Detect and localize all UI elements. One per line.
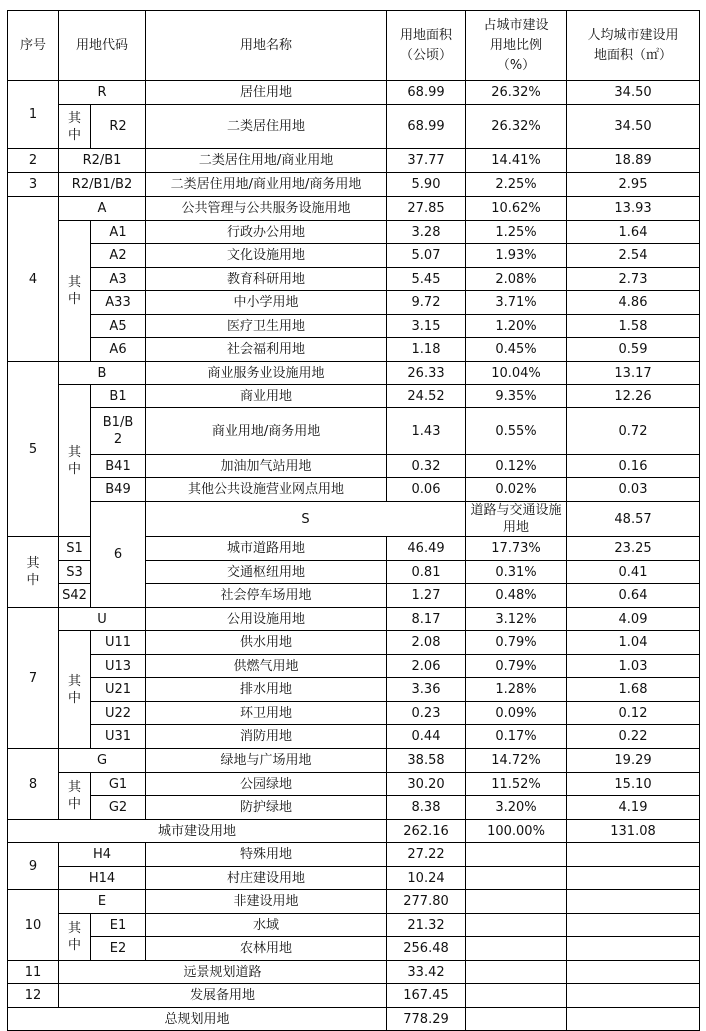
table-row <box>8 502 700 537</box>
code-cell: B49 <box>91 478 146 502</box>
area-cell: 0.81 <box>387 561 466 584</box>
name-cell: 二类居住用地/商业用地 <box>146 149 387 173</box>
seq-cell: 4 <box>8 197 59 362</box>
qizhong-cell <box>59 221 91 362</box>
area-cell: 5.90 <box>387 173 466 197</box>
area-cell: 1.18 <box>387 338 466 362</box>
percap-cell: 13.17 <box>567 362 700 385</box>
name-cell: 绿地与广场用地 <box>146 749 387 773</box>
qizhong-char: 中 <box>67 292 81 307</box>
table-row <box>8 338 700 362</box>
code-cell: A33 <box>91 291 146 315</box>
code-cell: S3 <box>59 561 91 584</box>
seq-cell: 7 <box>8 608 59 749</box>
percap-cell: 2.95 <box>567 173 700 197</box>
qizhong-char: 中 <box>67 797 81 812</box>
table-row <box>8 914 700 937</box>
area-cell: 778.29 <box>387 1008 466 1031</box>
ratio-cell: 14.41% <box>466 149 567 173</box>
code-cell: B1 <box>91 385 146 408</box>
area-cell: 2.08 <box>387 631 466 655</box>
name-cell: 远景规划道路 <box>59 961 387 984</box>
qizhong-cell <box>59 773 91 820</box>
code-cell: A <box>59 197 146 221</box>
total-label: 总规划用地 <box>8 1008 387 1031</box>
header-area <box>387 11 466 81</box>
table-row <box>8 197 700 221</box>
percap-cell <box>567 867 700 890</box>
ratio-cell <box>466 867 567 890</box>
table-row <box>8 678 700 702</box>
table-row <box>8 937 700 961</box>
code-cell: E1 <box>91 914 146 937</box>
area-cell: 27.22 <box>387 843 466 867</box>
percap-cell: 34.50 <box>567 81 700 105</box>
total-row <box>8 1008 700 1031</box>
ratio-cell <box>466 984 567 1008</box>
code-cell: B <box>59 362 146 385</box>
percap-cell <box>567 961 700 984</box>
qizhong-char: 中 <box>67 461 81 477</box>
percap-cell: 0.16 <box>567 455 700 478</box>
area-cell: 48.57 <box>567 502 700 537</box>
area-cell: 46.49 <box>387 537 466 561</box>
table-row <box>8 631 700 655</box>
percap-cell: 34.50 <box>567 105 700 149</box>
table-row <box>8 385 700 408</box>
name-cell: 二类居住用地/商业用地/商务用地 <box>146 173 387 197</box>
ratio-cell: 0.17% <box>466 725 567 749</box>
percap-cell: 4.19 <box>567 796 700 820</box>
table-row <box>8 867 700 890</box>
name-cell: 发展备用地 <box>59 984 387 1008</box>
land-use-balance-table <box>7 10 700 1031</box>
area-cell: 262.16 <box>387 820 466 843</box>
percap-cell <box>567 843 700 867</box>
name-cell: 文化设施用地 <box>146 244 387 268</box>
area-cell: 26.33 <box>387 362 466 385</box>
area-cell: 3.28 <box>387 221 466 244</box>
header-seq-text: 序号 <box>19 37 46 53</box>
qizhong-char: 中 <box>67 127 81 143</box>
ratio-cell: 10.04% <box>466 362 567 385</box>
qizhong-char: 中 <box>67 938 81 953</box>
percap-cell: 23.25 <box>567 537 700 561</box>
header-code-text: 用地代码 <box>76 37 129 53</box>
area-cell: 21.32 <box>387 914 466 937</box>
percap-cell: 0.03 <box>567 478 700 502</box>
percap-cell: 1.58 <box>567 315 700 338</box>
table-row <box>8 149 700 173</box>
ratio-cell: 10.62% <box>466 197 567 221</box>
area-cell: 24.52 <box>387 385 466 408</box>
name-cell: 特殊用地 <box>146 843 387 867</box>
name-cell: 防护绿地 <box>146 796 387 820</box>
area-cell: 2.06 <box>387 655 466 678</box>
area-cell: 1.27 <box>387 584 466 608</box>
table-row <box>8 291 700 315</box>
qizhong-char: 中 <box>67 690 81 706</box>
code-line: 2 <box>113 432 123 447</box>
code-cell <box>91 408 146 455</box>
area-cell: 37.77 <box>387 149 466 173</box>
percap-cell: 1.68 <box>567 678 700 702</box>
seq-cell: 6 <box>91 502 146 608</box>
percap-cell: 0.72 <box>567 408 700 455</box>
area-cell: 9.72 <box>387 291 466 315</box>
area-cell: 27.85 <box>387 197 466 221</box>
name-cell: 非建设用地 <box>146 890 387 914</box>
code-cell: G <box>59 749 146 773</box>
header-area-line1: 用地面积 <box>400 27 453 43</box>
percap-cell <box>567 1008 700 1031</box>
ratio-cell: 1.25% <box>466 221 567 244</box>
ratio-cell: 2.08% <box>466 268 567 291</box>
percap-cell: 12.26 <box>567 385 700 408</box>
qizhong-char: 其 <box>67 673 81 689</box>
ratio-cell <box>466 937 567 961</box>
name-cell: 农林用地 <box>146 937 387 961</box>
subtotal-label: 城市建设用地 <box>8 820 387 843</box>
table-row <box>8 843 700 867</box>
name-cell: 社会停车场用地 <box>146 584 387 608</box>
table-row <box>8 773 700 796</box>
area-cell: 256.48 <box>387 937 466 961</box>
table-row <box>8 362 700 385</box>
seq-cell: 8 <box>8 749 59 820</box>
area-cell: 167.45 <box>387 984 466 1008</box>
ratio-cell: 11.52% <box>466 773 567 796</box>
code-cell: A3 <box>91 268 146 291</box>
name-cell: 城市道路用地 <box>146 537 387 561</box>
name-cell: 环卫用地 <box>146 702 387 725</box>
name-cell: 行政办公用地 <box>146 221 387 244</box>
code-cell: E2 <box>91 937 146 961</box>
qizhong-cell <box>8 537 59 608</box>
seq-cell: 10 <box>8 890 59 961</box>
area-cell: 0.06 <box>387 478 466 502</box>
area-cell: 68.99 <box>387 81 466 105</box>
area-cell: 3.15 <box>387 315 466 338</box>
ratio-cell: 26.32% <box>466 105 567 149</box>
area-cell: 8.38 <box>387 796 466 820</box>
ratio-cell: 26.32% <box>466 81 567 105</box>
name-cell: 水域 <box>146 914 387 937</box>
area-cell: 277.80 <box>387 890 466 914</box>
percap-cell: 18.89 <box>567 149 700 173</box>
area-cell: 5.07 <box>387 244 466 268</box>
table-row <box>8 749 700 773</box>
name-cell: 村庄建设用地 <box>146 867 387 890</box>
percap-cell: 13.93 <box>567 197 700 221</box>
name-cell: 加油加气站用地 <box>146 455 387 478</box>
table-row <box>8 984 700 1008</box>
name-cell: 道路与交通设施用地 <box>466 502 567 537</box>
name-cell: 中小学用地 <box>146 291 387 315</box>
header-area-line2: （公顷） <box>400 47 453 63</box>
header-ratio-line2: 用地比例 <box>490 37 543 53</box>
header-ratio-line1: 占城市建设 <box>483 17 549 33</box>
percap-cell: 0.22 <box>567 725 700 749</box>
table-row <box>8 478 700 502</box>
table-row <box>8 105 700 149</box>
qizhong-char: 其 <box>67 444 81 460</box>
ratio-cell: 1.93% <box>466 244 567 268</box>
header-percap <box>567 11 700 81</box>
ratio-cell: 0.12% <box>466 455 567 478</box>
area-cell: 5.45 <box>387 268 466 291</box>
qizhong-cell <box>59 385 91 537</box>
area-cell: 8.17 <box>387 608 466 631</box>
code-cell: U <box>59 608 146 631</box>
percap-cell: 0.59 <box>567 338 700 362</box>
ratio-cell: 0.09% <box>466 702 567 725</box>
area-cell: 30.20 <box>387 773 466 796</box>
code-cell: G1 <box>91 773 146 796</box>
name-cell: 公用设施用地 <box>146 608 387 631</box>
code-cell: S1 <box>59 537 91 561</box>
seq-cell: 2 <box>8 149 59 173</box>
name-cell: 商业用地 <box>146 385 387 408</box>
header-ratio <box>466 11 567 81</box>
table-row <box>8 221 700 244</box>
qizhong-char: 其 <box>67 921 81 936</box>
ratio-cell: 14.72% <box>466 749 567 773</box>
name-cell: 商业服务业设施用地 <box>146 362 387 385</box>
ratio-cell <box>466 914 567 937</box>
table-row <box>8 173 700 197</box>
table-row <box>8 315 700 338</box>
qizhong-char: 中 <box>26 573 40 588</box>
percap-cell <box>567 890 700 914</box>
code-cell: A2 <box>91 244 146 268</box>
qizhong-char: 其 <box>67 275 81 290</box>
code-cell: A1 <box>91 221 146 244</box>
code-cell: R2 <box>91 105 146 149</box>
code-cell: S <box>146 502 466 537</box>
percap-cell <box>567 984 700 1008</box>
percap-cell: 0.64 <box>567 584 700 608</box>
name-cell: 医疗卫生用地 <box>146 315 387 338</box>
qizhong-char: 其 <box>67 110 81 126</box>
ratio-cell <box>466 961 567 984</box>
table-row <box>8 81 700 105</box>
seq-cell: 3 <box>8 173 59 197</box>
percap-cell: 1.03 <box>567 655 700 678</box>
name-cell: 教育科研用地 <box>146 268 387 291</box>
code-cell: A6 <box>91 338 146 362</box>
area-cell: 38.58 <box>387 749 466 773</box>
ratio-cell: 1.20% <box>466 315 567 338</box>
header-percap-line1: 人均城市建设用 <box>587 27 679 43</box>
qizhong-cell <box>59 105 91 149</box>
ratio-cell: 0.31% <box>466 561 567 584</box>
area-cell: 10.24 <box>387 867 466 890</box>
name-cell: 居住用地 <box>146 81 387 105</box>
code-cell: R2/B1 <box>59 149 146 173</box>
name-cell: 供水用地 <box>146 631 387 655</box>
seq-cell: 9 <box>8 843 59 890</box>
percap-cell: 0.12 <box>567 702 700 725</box>
ratio-cell <box>466 890 567 914</box>
table-row <box>8 655 700 678</box>
qizhong-char: 其 <box>26 556 40 571</box>
percap-cell: 131.08 <box>567 820 700 843</box>
qizhong-cell <box>59 914 91 961</box>
seq-cell: 11 <box>8 961 59 984</box>
area-cell: 1.43 <box>387 408 466 455</box>
name-cell: 消防用地 <box>146 725 387 749</box>
percap-cell: 2.73 <box>567 268 700 291</box>
code-cell: A5 <box>91 315 146 338</box>
qizhong-char: 其 <box>67 780 81 795</box>
ratio-cell <box>466 1008 567 1031</box>
ratio-cell <box>466 843 567 867</box>
header-name <box>146 11 387 81</box>
seq-cell: 12 <box>8 984 59 1008</box>
area-cell: 0.23 <box>387 702 466 725</box>
name-cell: 供燃气用地 <box>146 655 387 678</box>
code-cell: U21 <box>91 678 146 702</box>
header-code <box>59 11 146 81</box>
code-cell: B41 <box>91 455 146 478</box>
area-cell: 0.32 <box>387 455 466 478</box>
table-row <box>8 455 700 478</box>
table-row <box>8 725 700 749</box>
name-cell: 社会福利用地 <box>146 338 387 362</box>
subtotal-row <box>8 820 700 843</box>
percap-cell: 19.29 <box>567 749 700 773</box>
code-cell: R <box>59 81 146 105</box>
ratio-cell: 100.00% <box>466 820 567 843</box>
percap-cell: 4.86 <box>567 291 700 315</box>
area-cell: 3.36 <box>387 678 466 702</box>
ratio-cell: 3.71% <box>466 291 567 315</box>
code-cell: U11 <box>91 631 146 655</box>
code-cell: H4 <box>59 843 146 867</box>
ratio-cell: 3.12% <box>466 608 567 631</box>
area-cell: 0.44 <box>387 725 466 749</box>
name-cell: 商业用地/商务用地 <box>146 408 387 455</box>
seq-cell: 1 <box>8 81 59 149</box>
header-row <box>8 11 700 81</box>
ratio-cell: 0.79% <box>466 655 567 678</box>
code-cell: G2 <box>91 796 146 820</box>
percap-cell: 1.04 <box>567 631 700 655</box>
name-cell: 交通枢纽用地 <box>146 561 387 584</box>
name-cell: 公园绿地 <box>146 773 387 796</box>
area-cell: 33.42 <box>387 961 466 984</box>
code-cell: E <box>59 890 146 914</box>
table-row <box>8 890 700 914</box>
ratio-cell: 0.02% <box>466 478 567 502</box>
table-row <box>8 244 700 268</box>
percap-cell: 2.54 <box>567 244 700 268</box>
table-row <box>8 408 700 455</box>
ratio-cell: 3.20% <box>466 796 567 820</box>
table-row <box>8 268 700 291</box>
code-cell: H14 <box>59 867 146 890</box>
area-cell: 68.99 <box>387 105 466 149</box>
ratio-cell: 1.28% <box>466 678 567 702</box>
percap-cell: 0.41 <box>567 561 700 584</box>
code-line: B1/B <box>102 415 134 430</box>
ratio-cell: 9.35% <box>466 385 567 408</box>
percap-cell: 15.10 <box>567 773 700 796</box>
code-cell: R2/B1/B2 <box>59 173 146 197</box>
table-row <box>8 702 700 725</box>
percap-cell: 1.64 <box>567 221 700 244</box>
qizhong-cell <box>59 631 91 749</box>
header-seq <box>8 11 59 81</box>
table-row <box>8 796 700 820</box>
seq-cell: 5 <box>8 362 59 537</box>
table-row <box>8 608 700 631</box>
name-cell: 排水用地 <box>146 678 387 702</box>
name-cell: 公共管理与公共服务设施用地 <box>146 197 387 221</box>
code-cell: U13 <box>91 655 146 678</box>
code-cell: U22 <box>91 702 146 725</box>
percap-cell <box>567 914 700 937</box>
ratio-cell: 2.25% <box>466 173 567 197</box>
header-ratio-line3: （%） <box>496 57 536 73</box>
ratio-cell: 0.48% <box>466 584 567 608</box>
code-cell: S42 <box>59 584 91 608</box>
percap-cell: 4.09 <box>567 608 700 631</box>
header-percap-line2: 地面积（㎡） <box>594 47 673 63</box>
table-row <box>8 961 700 984</box>
name-cell: 二类居住用地 <box>146 105 387 149</box>
header-name-text: 用地名称 <box>240 37 293 53</box>
code-cell: U31 <box>91 725 146 749</box>
name-cell: 其他公共设施营业网点用地 <box>146 478 387 502</box>
ratio-cell: 0.55% <box>466 408 567 455</box>
ratio-cell: 0.79% <box>466 631 567 655</box>
percap-cell <box>567 937 700 961</box>
ratio-cell: 0.45% <box>466 338 567 362</box>
ratio-cell: 17.73% <box>466 537 567 561</box>
